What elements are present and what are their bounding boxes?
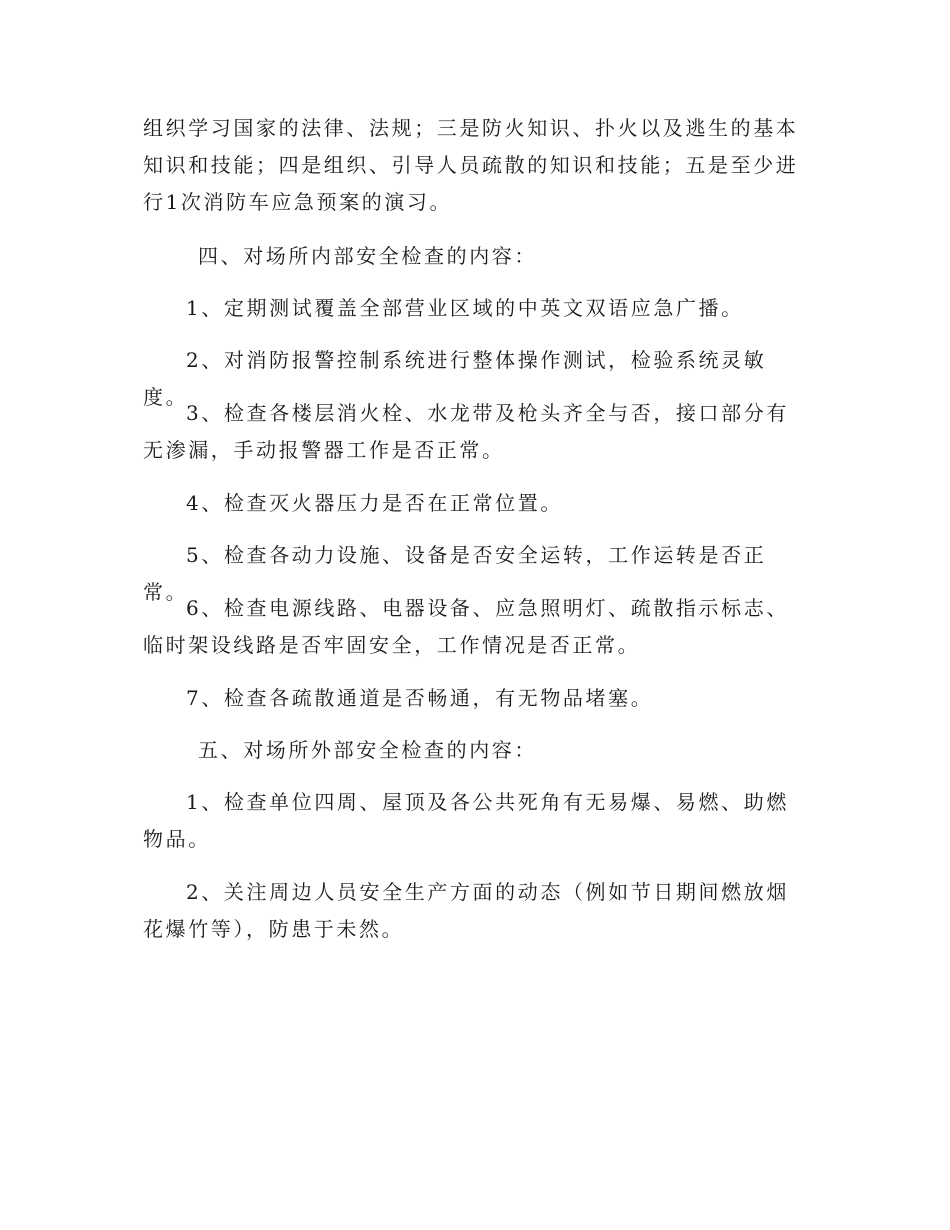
list-item-power-equipment-check: 5、检查各动力设施、设备是否安全运转，工作运转是否正常。 (143, 543, 767, 604)
list-item-extinguisher-check: 4、检查灭火器压力是否在正常位置。 (186, 491, 563, 515)
list-item-electrical-lines-check: 6、检查电源线路、电器设备、应急照明灯、疏散指示标志、临时架设线路是否牢固安全，工作情况是否正常。 (143, 596, 789, 657)
section-heading-external-inspection: 五、对场所外部安全检查的内容： (198, 738, 537, 762)
list-item-hydrant-check: 3、检查各楼层消火栓、水龙带及枪头齐全与否，接口部分有无渗漏，手动报警器工作是否正常。 (143, 401, 789, 462)
list-item-evacuation-route-check: 7、检查各疏散通道是否畅通，有无物品堵塞。 (186, 686, 654, 710)
list-item-alarm-system-test: 2、对消防报警控制系统进行整体操作测试，检验系统灵敏度。 (143, 348, 767, 409)
paragraph-continued-training: 组织学习国家的法律、法规；三是防火知识、扑火以及逃生的基本知识和技能；四是组织、引导人员疏散的知识和技能；五是至少进行1次消防车应急预案的演习。 (143, 116, 799, 214)
list-item-broadcast-test: 1、定期测试覆盖全部营业区域的中英文双语应急广播。 (186, 296, 744, 320)
list-item-surrounding-activity: 2、关注周边人员安全生产方面的动态（例如节日期间燃放烟花爆竹等），防患于未然。 (143, 880, 789, 941)
section-heading-internal-inspection: 四、对场所内部安全检查的内容： (198, 244, 537, 268)
list-item-perimeter-check: 1、检查单位四周、屋顶及各公共死角有无易爆、易燃、助燃物品。 (143, 790, 789, 851)
